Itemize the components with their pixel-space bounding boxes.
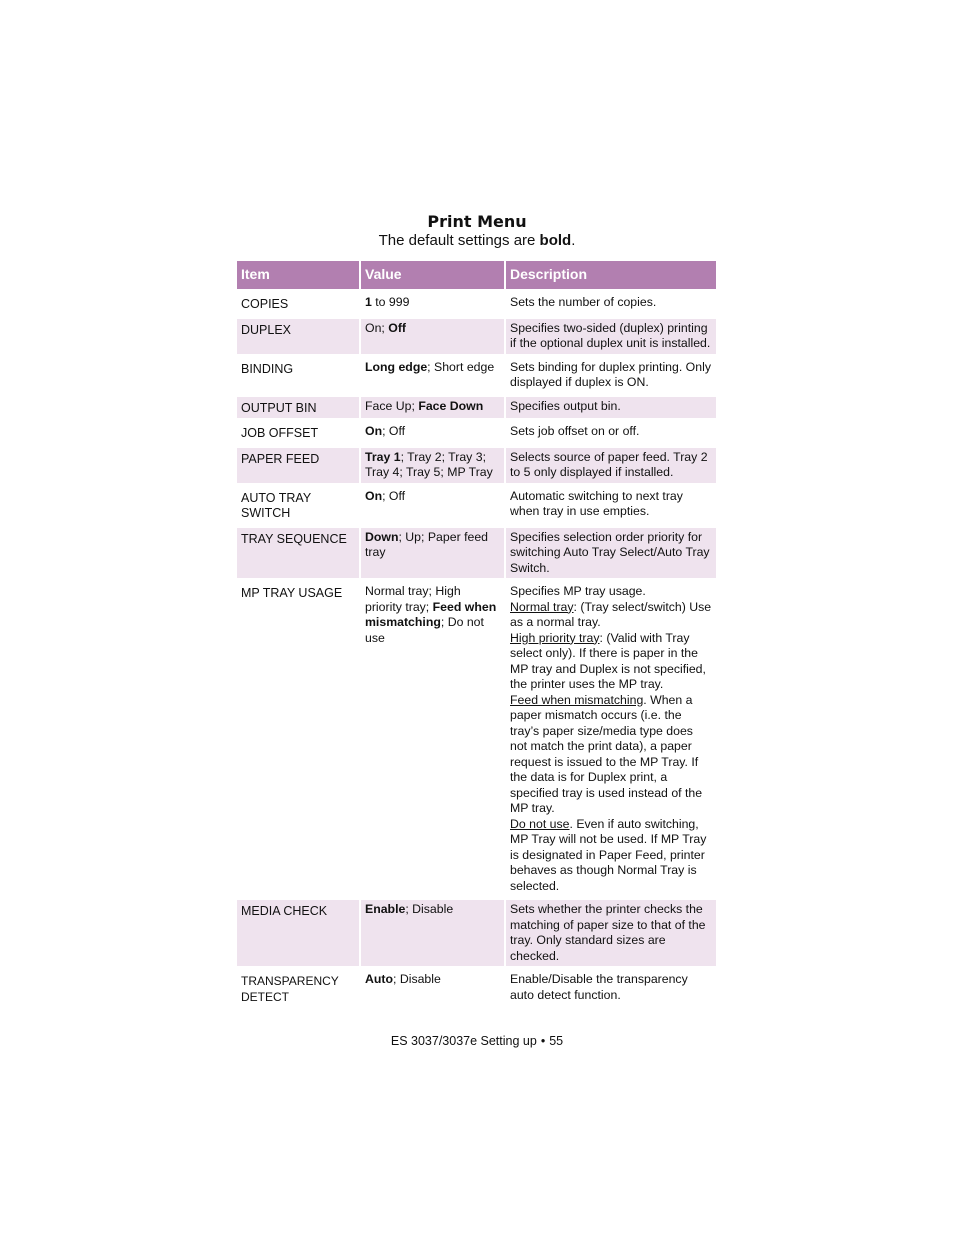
cell-value [360, 317, 505, 356]
option-name: Do not use [510, 816, 570, 831]
page-number: 55 [549, 1034, 564, 1048]
table-row [237, 395, 716, 421]
option-name: High priority tray [510, 630, 600, 645]
cell-description [505, 898, 716, 968]
value-text: ; Do not use [365, 615, 484, 645]
cell-item: AUTO TRAY SWITCH [237, 485, 360, 526]
cell-value [360, 356, 505, 395]
option-name: Feed when mismatching [510, 692, 644, 707]
value-text: to 999 [371, 295, 410, 309]
description-text: Specifies two-sided (duplex) printing if the optional duplex unit is installed. [510, 320, 711, 350]
value-text: ; Tray 2; Tray 3; Tray 4; Tray 5; MP Tray [365, 449, 493, 479]
cell-value [360, 446, 505, 485]
value-text: ; Disable [393, 972, 441, 986]
header-item: Item [237, 261, 360, 291]
value-text: ; Short edge [427, 359, 495, 374]
cell-item: PAPER FEED [237, 446, 360, 485]
description-text: . Even if auto switching, MP Tray will not be used. If MP Tray is designated in Paper Feed, printer behaves as though Normal Tray is selected. [510, 816, 707, 893]
cell-item: TRAY SEQUENCE [237, 526, 360, 581]
description-text: Sets the number of copies. [510, 295, 657, 309]
description-text: Automatic switching to next tray when tray in use empties. [510, 488, 683, 518]
cell-value [360, 580, 505, 898]
description-text: Specifies selection order priority for switching Auto Tray Select/Auto Tray Switch. [510, 529, 710, 575]
value-default-text: On [365, 488, 383, 503]
table-body [237, 291, 716, 1007]
cell-value [360, 291, 505, 317]
description-text: . When a paper mismatch occurs (i.e. the tray’s paper size/media type does not match the print data), a paper request is issued to the MP Tray. If the data is for Duplex print, a specified tray is used instead of the MP tray. [510, 692, 703, 815]
cell-value [360, 968, 505, 1007]
table-row [237, 485, 716, 526]
value-default-text: 1 [365, 295, 372, 309]
table-row [237, 968, 716, 1007]
table-row [237, 898, 716, 968]
value-text: Normal tray; High priority tray; [365, 584, 461, 614]
subtitle-suffix: . [571, 232, 576, 249]
cell-item: COPIES [237, 291, 360, 317]
cell-value [360, 420, 505, 446]
description-text: Sets whether the printer checks the matching of paper size to that of the tray. Only standard sizes are checked. [510, 902, 706, 963]
value-default-text: Feed when mismatching [365, 599, 497, 629]
page-title: Print Menu [427, 212, 527, 231]
cell-description [505, 968, 716, 1007]
table-row [237, 446, 716, 485]
table-header-row [237, 261, 716, 291]
cell-item: TRANSPARENCY DETECT [237, 968, 360, 1007]
subtitle [0, 232, 954, 249]
header-value: Value [360, 261, 505, 291]
table-row [237, 420, 716, 446]
footer-text: ES 3037/3037e Setting up [390, 1034, 537, 1048]
value-default-text: Off [388, 320, 407, 335]
value-text: ; Off [382, 488, 406, 503]
table-row [237, 291, 716, 317]
cell-item: OUTPUT BIN [237, 395, 360, 421]
description-text: : (Valid with Tray select only). If there is paper in the MP tray and Duplex is not specified, the printer uses the MP tray. [510, 630, 706, 691]
footer-bullet: • [540, 1034, 546, 1048]
value-default-text: Down [365, 529, 399, 544]
description-text: Sets job offset on or off. [510, 424, 640, 438]
cell-description [505, 356, 716, 395]
header-description: Description [505, 261, 716, 291]
cell-item: JOB OFFSET [237, 420, 360, 446]
value-default-text: Auto [365, 972, 393, 986]
description-text: : (Tray select/switch) Use as a normal tray. [510, 599, 712, 629]
subtitle-bold: bold [539, 232, 572, 249]
cell-item: DUPLEX [237, 317, 360, 356]
description-text: Enable/Disable the transparency auto detect function. [510, 972, 688, 1002]
option-name: Normal tray [510, 599, 574, 614]
cell-value [360, 395, 505, 421]
cell-description [505, 485, 716, 526]
cell-description [505, 395, 716, 421]
table-row [237, 526, 716, 581]
value-text: ; Off [382, 424, 406, 438]
value-text: On; [365, 320, 389, 335]
value-default-text: Face Down [418, 398, 484, 413]
value-default-text: Tray 1 [365, 449, 401, 464]
value-text: ; Disable [405, 902, 454, 916]
cell-description [505, 291, 716, 317]
value-text: ; Up; Paper feed tray [365, 529, 489, 559]
cell-description [505, 580, 716, 898]
value-default-text: Enable [365, 902, 406, 916]
table-row [237, 317, 716, 356]
table-row [237, 580, 716, 898]
cell-description [505, 526, 716, 581]
description-text: Specifies MP tray usage. [510, 584, 646, 598]
subtitle-prefix: The default settings are [378, 232, 540, 249]
cell-description [505, 446, 716, 485]
description-text: Selects source of paper feed. Tray 2 to 5 only displayed if installed. [510, 449, 708, 479]
cell-description [505, 317, 716, 356]
print-menu-table [237, 261, 716, 1007]
description-text: Specifies output bin. [510, 398, 621, 413]
table-row [237, 356, 716, 395]
cell-value [360, 485, 505, 526]
cell-item: BINDING [237, 356, 360, 395]
value-default-text: Long edge [365, 359, 428, 374]
cell-item: MEDIA CHECK [237, 898, 360, 968]
cell-value [360, 526, 505, 581]
value-text: Face Up; [365, 398, 419, 413]
cell-item: MP TRAY USAGE [237, 580, 360, 898]
value-default-text: On [365, 424, 383, 438]
cell-value [360, 898, 505, 968]
cell-description [505, 420, 716, 446]
page-footer [0, 1034, 954, 1048]
description-text: Sets binding for duplex printing. Only displayed if duplex is ON. [510, 359, 711, 389]
